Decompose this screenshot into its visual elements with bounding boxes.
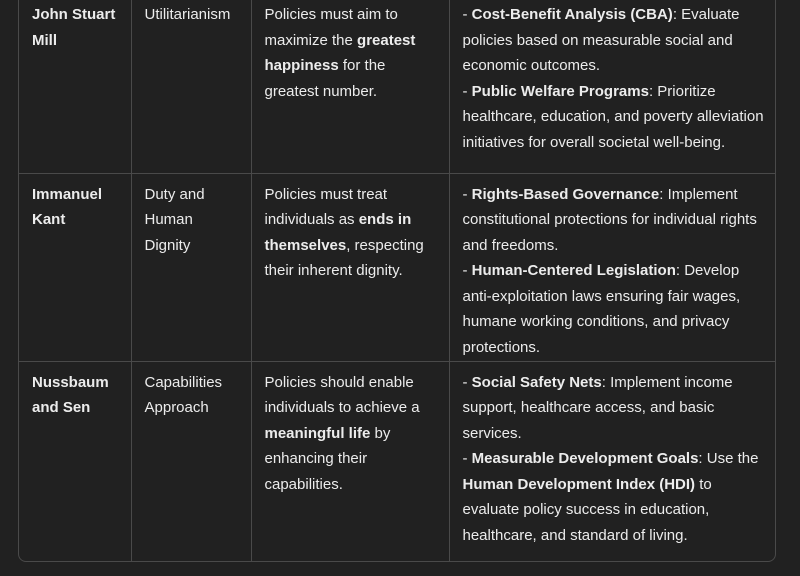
applications-cell [449, 361, 775, 561]
ethics-policy-table [18, 0, 776, 562]
thinker-cell: John Stuart Mill [19, 0, 131, 173]
table [19, 0, 775, 561]
application-item: - Public Welfare Programs: Prioritize healthcare, education, and poverty alleviation initiatives for overall societal well-being. [462, 82, 764, 151]
principle-cell: Duty and Human Dignity [131, 173, 251, 361]
thinker-cell: Nussbaum and Sen [19, 361, 131, 561]
application-item: - Rights-Based Governance: Implement constitutional protections for individual rights and freedoms. [462, 185, 757, 254]
application-item: - Social Safety Nets: Implement income support, healthcare access, and basic services. [462, 373, 733, 442]
application-item: - Human-Centered Legislation: Develop anti-exploitation laws ensuring fair wages, humane working conditions, and privacy protections. [462, 262, 741, 356]
meaning-cell: Policies must aim to maximize the greatest happiness for the greatest number. [251, 0, 449, 173]
application-item: - Cost-Benefit Analysis (CBA): Evaluate policies based on measurable social and economic outcomes. [462, 6, 740, 74]
applications-cell [449, 173, 775, 361]
table-row [19, 361, 775, 561]
thinker-cell: Immanuel Kant [19, 173, 131, 361]
meaning-cell: Policies should enable individuals to achieve a meaningful life by enhancing their capabilities. [251, 361, 449, 561]
application-item: - Measurable Development Goals: Use the Human Development Index (HDI) to evaluate policy success in education, healthcare, and standard of living. [462, 450, 759, 544]
principle-cell: Capabilities Approach [131, 361, 251, 561]
table-row [19, 0, 775, 173]
table-row [19, 173, 775, 361]
meaning-cell: Policies must treat individuals as ends in themselves, respecting their inherent dignity. [251, 173, 449, 361]
applications-cell [449, 0, 775, 173]
principle-cell: Utilitarianism [131, 0, 251, 173]
